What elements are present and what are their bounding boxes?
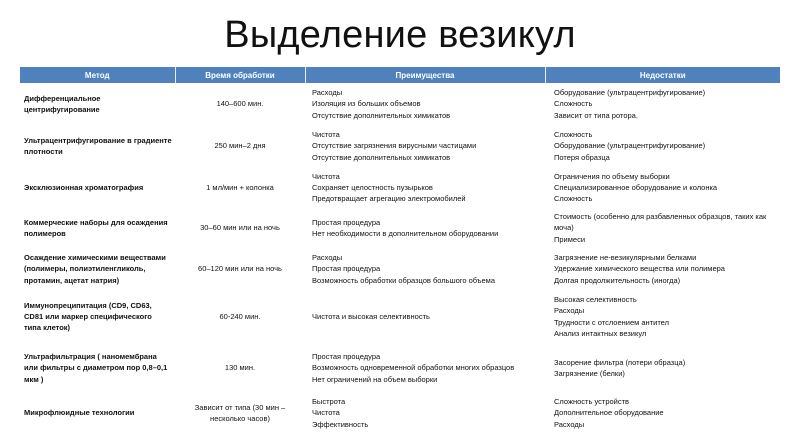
cons-item: Анализ интактных везикул	[554, 328, 647, 338]
pros-item: Простая процедура	[312, 264, 381, 274]
cons-item: Оборудование (ультрацентрифугирование)	[554, 88, 706, 98]
cons-cell	[545, 248, 780, 290]
pros-item: Эффективность	[312, 419, 369, 429]
cons-item: Примеси	[554, 234, 586, 244]
pros-item: Отсутствие загрязнения вирусными частицами	[312, 141, 477, 151]
cons-cell	[545, 125, 780, 167]
pros-item: Чистота	[312, 408, 340, 418]
table-row	[20, 125, 780, 167]
cons-cell	[545, 83, 780, 125]
cons-cell	[545, 167, 780, 208]
cons-item: Загрязнение (белки)	[554, 369, 625, 378]
pros-item: Изоляция из больших объемов	[312, 99, 421, 109]
method-cell: Иммунопреципитация (CD9, CD63, CD81 или маркер специфического типа клеток)	[24, 300, 152, 333]
pros-cell	[305, 343, 545, 393]
pros-cell	[305, 208, 545, 248]
cons-item: Зависит от типа ротора.	[554, 110, 638, 120]
cons-item: Сложность	[554, 99, 593, 109]
pros-item: Сохраняет целостность пузырьков	[312, 182, 433, 192]
time-cell: 130 мин.	[224, 363, 256, 373]
method-cell: Микрофлюидные технологии	[24, 408, 135, 418]
pros-item: Нет необходимости в дополнительном оборудовании	[312, 229, 499, 238]
cons-cell	[545, 343, 780, 393]
cons-item: Расходы	[554, 306, 585, 316]
time-cell: 1 мл/мин + колонка	[206, 182, 274, 192]
pros-cell	[305, 393, 545, 433]
cons-item: Специализированное оборудование и колонка	[554, 182, 718, 192]
cons-item: Загрязнение не-везикулярными белками	[554, 253, 697, 263]
cons-item: Высокая селективность	[554, 295, 637, 305]
table-row	[20, 208, 780, 248]
cons-item: Удержание химического вещества или полимера	[554, 264, 725, 274]
cons-item: Трудности с отслоением антител	[554, 317, 669, 327]
pros-item: Расходы	[312, 88, 343, 98]
time-cell: 140–600 мин.	[216, 99, 264, 109]
cons-cell	[545, 290, 780, 343]
table-header-row	[20, 67, 780, 83]
header-cons: Недостатки	[545, 67, 780, 83]
table-row	[20, 248, 780, 290]
method-cell: Эксклюзионная хроматография	[24, 182, 144, 192]
cons-item: Потеря образца	[554, 152, 610, 162]
method-cell: Ультрафильтрация ( наномембрана или фильтры с диаметром пор 0,8–0,1 мкм )	[24, 352, 168, 384]
pros-item: Нет ограничений на объем выборки	[312, 374, 438, 384]
pros-item: Чистота	[312, 171, 340, 181]
pros-item: Простая процедура	[312, 217, 381, 227]
time-cell: 60–120 мин или на ночь	[198, 264, 282, 274]
pros-item: Предотвращает агрегацию электромобилей	[312, 194, 466, 204]
header-pros: Преимущества	[305, 67, 545, 83]
cons-item: Долгая продолжительность (иногда)	[554, 275, 681, 285]
pros-item: Чистота	[312, 130, 340, 140]
pros-cell	[305, 248, 545, 290]
pros-item: Простая процедура	[312, 352, 381, 362]
cons-item: Оборудование (ультрацентрифугирование)	[554, 141, 706, 151]
cons-item: Засорение фильтра (потери образца)	[554, 357, 686, 367]
pros-item: Возможность обработки образцов большого объема	[312, 275, 495, 285]
cons-item: Расходы	[554, 419, 585, 429]
cons-item: Ограничения по объему выборки	[554, 171, 670, 181]
method-cell: Осаждение химическими веществами (полимеры, полиэтиленгликоль, протамин, ацетат натрия)	[24, 253, 166, 285]
table-row	[20, 393, 780, 433]
time-cell: 250 мин–2 дня	[214, 141, 266, 151]
method-cell: Коммерческие наборы для осаждения полимеров	[24, 217, 168, 238]
table-row	[20, 167, 780, 208]
methods-table	[20, 67, 780, 433]
header-method: Метод	[20, 67, 175, 83]
table-row	[20, 343, 780, 393]
time-cell: 30–60 мин или на ночь	[200, 223, 280, 233]
pros-item: Отсутствие дополнительных химикатов	[312, 152, 451, 162]
cons-item: Стоимость (особенно для разбавленных образцов, таких как моча)	[554, 212, 767, 233]
pros-cell	[305, 167, 545, 208]
pros-item: Расходы	[312, 253, 343, 263]
cons-item: Сложность	[554, 130, 593, 140]
cons-item: Дополнительное оборудование	[554, 408, 664, 418]
time-cell: Зависит от типа (30 мин – несколько часов)	[194, 402, 286, 423]
table-row	[20, 83, 780, 125]
time-cell: 60-240 мин.	[219, 311, 261, 321]
cons-item: Сложность	[554, 194, 593, 204]
cons-item: Сложность устройств	[554, 397, 630, 407]
pros-item: Чистота и высокая селективность	[312, 311, 430, 321]
pros-item: Отсутствие дополнительных химикатов	[312, 110, 451, 120]
pros-cell	[305, 290, 545, 343]
pros-item: Быстрота	[312, 397, 346, 407]
method-cell: Ультрацентрифугирование в градиенте плотности	[24, 135, 172, 156]
cons-cell	[545, 393, 780, 433]
pros-cell	[305, 83, 545, 125]
slide-title: Выделение везикул	[224, 14, 576, 56]
pros-cell	[305, 125, 545, 167]
method-cell: Дифференциальное центрифугирование	[24, 93, 101, 114]
table-row	[20, 290, 780, 343]
pros-item: Возможность одновременной обработки многих образцов	[312, 363, 515, 373]
header-time: Время обработки	[175, 67, 305, 83]
cons-cell	[545, 208, 780, 248]
